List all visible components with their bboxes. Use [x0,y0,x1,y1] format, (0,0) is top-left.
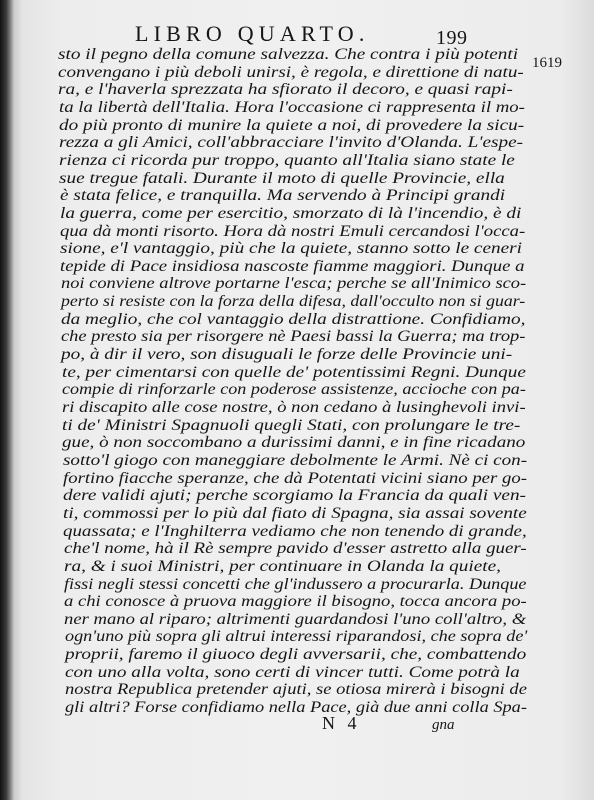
text-line: fissi negli stessi concetti che gl'indussero a procurarla. Dunque [64,575,527,593]
catchword: gna [432,717,455,733]
text-line: sue tregue fatali. Durante il moto di quelle Provincie, ella [59,169,506,187]
signature-mark: N 4 [322,713,361,733]
running-head: LIBRO QUARTO. [135,21,370,46]
text-line: perto si resiste con la forza della difesa, dall'occulto non si guar- [60,293,526,311]
text-line: nostra Republica pretender ajuti, se otiosa mirerà i bisogni de [65,681,528,699]
text-line: ra, e l'haverla sprezzata ha sfiorato il decoro, e quasi rapi- [58,81,514,99]
text-line: la guerra, come per esercitio, smorzato di là l'incendio, è di [59,204,522,222]
text-line: gue, ò non soccombano a durissimi danni, e in fine ricadano [62,434,526,452]
text-line: sione, e'l vantaggio, più che la quiete, stanno sotto le ceneri [60,240,523,258]
text-line: te, per cimentarsi con quelle de' potentissimi Regni. Dunque [61,363,526,381]
text-line: ta la libertà dell'Italia. Hora l'occasione ci rappresenta il mo- [58,98,525,116]
page-gutter-shadow [0,0,14,800]
text-line: noi conviene altrove portarne l'esca; perche se all'Inimico sco- [60,275,526,293]
text-line: proprii, faremo il giuoco degli avversarii, che, combattendo [64,646,527,664]
text-line: gli altri? Forse confidiamo nella Pace, già due anni colla Spa- [65,699,528,717]
text-line: da meglio, che col vantaggio della distrattione. Confidiamo, [61,310,526,328]
text-line: che'l nome, hà il Rè sempre pavido d'esser astretto alla guer- [63,540,527,558]
text-line: ra, & i suoi Ministri, per continuare in Olanda la quiete, [63,557,501,575]
page-number: 199 [436,27,468,49]
text-line: con uno alla volta, sono certi di vincer tutti. Come potrà la [65,663,520,681]
text-line: che presto sia per risorgere nè Paesi bassi la Guerra; ma trop- [61,328,526,346]
text-line: compie di rinforzarle con poderose assistenze, accioche con pa- [61,381,526,399]
text-line: rezza a gli Amici, coll'abbracciare l'invito d'Olanda. L'espe- [59,134,524,152]
text-line: tepide di Pace insidiosa nascoste fiamme maggiori. Dunque a [60,257,525,275]
text-line: sto il pegno della comune salvezza. Che contra i più potenti [58,46,519,63]
text-line: po, à dir il vero, son disuguali le forze delle Provincie uni- [61,346,513,364]
text-line: do più pronto di munire la quiete a noi, di provedere la sicu- [58,116,524,134]
text-line: convengano i più deboli unirsi, è regola, e direttione di natu- [58,63,524,81]
text-line: a chi conosce à pruova maggiore il bisogno, tocca ancora po- [64,593,527,611]
text-line: rienza ci ricorda pur troppo, quanto all'Italia siano state le [59,151,516,169]
margin-year-note: 1619 [532,55,562,71]
text-line: ri discapito alle cose nostre, ò non cedano à lusinghevoli invi- [62,399,526,416]
text-line: ner mano al riparo; altrimenti guardandosi l'uno coll'altro, & [64,610,527,628]
text-line: sotto'l giogo con maneggiare debolmente le Armi. Nè ci con- [62,451,527,469]
text-line: fortino fiacche speranze, che dà Potentati vicini siano per go- [62,469,527,487]
text-line: ti, commossi per lo più dal fiato di Spagna, sia assai sovente [63,504,527,522]
text-line: ogn'uno più sopra gli altrui interessi riparandosi, che sopra de' [64,628,527,646]
text-line: quassata; e l'Inghilterra vediamo che non tenendo di grande, [63,522,528,540]
text-line: qua dà monti risorto. Hora dà nostri Emuli cercandosi l'occa- [60,222,526,240]
text-line: è stata felice, e tranquilla. Ma servendo à Principi grandi [59,187,505,205]
text-line: dere validi ajuti; perche scorgiamo la Francia da quali ven- [63,487,526,505]
text-line: ti de' Ministri Spagnuoli quegli Stati, con prolungare le tre- [62,416,521,434]
